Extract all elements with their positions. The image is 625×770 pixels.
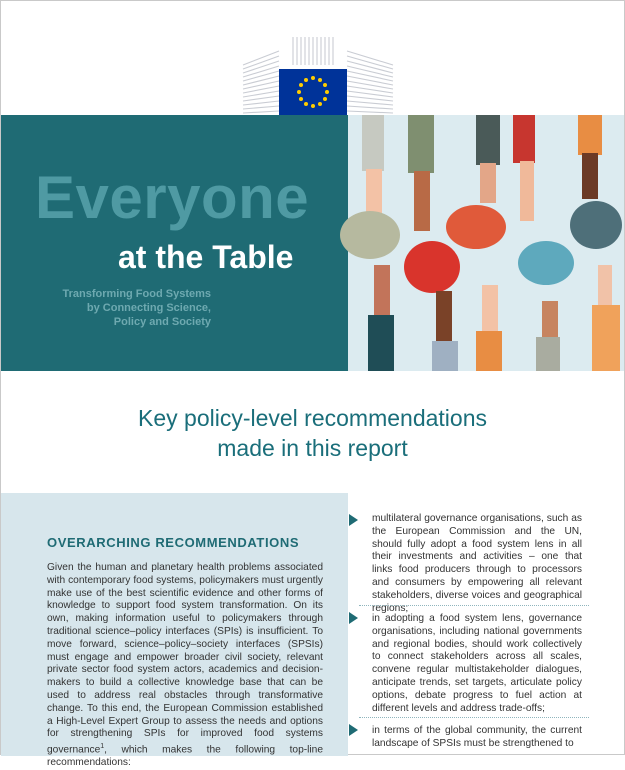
recommendation-item-1: multilateral governance organisations, such as the European Commission and the UN, should fully adopt a food system lens in all their investments and activities – one that links food producers through to processors and consumers by empowering all relevant stakeholders, diverse voices and geographical regions; — [372, 513, 582, 614]
bullet-arrow-icon — [349, 724, 358, 736]
recommendations-heading-line1: Key policy-level recommendations — [138, 405, 487, 431]
item-divider — [359, 717, 589, 718]
cover-subtitle-line1: Transforming Food Systems — [62, 288, 211, 300]
recommendations-heading — [1, 403, 624, 463]
raised-hands-speech-bubbles-illustration — [348, 115, 624, 371]
footnote-marker: 1 — [100, 743, 105, 751]
recommendations-heading-line2: made in this report — [217, 435, 408, 461]
recommendation-item-3: in terms of the global community, the current landscape of SPSIs must be strengthened to — [372, 725, 582, 749]
cover-illustration — [348, 115, 624, 371]
cover-subtitle-line3: Policy and Society — [113, 316, 211, 328]
eu-flag-icon — [279, 69, 347, 115]
item-divider — [359, 605, 589, 606]
bullet-arrow-icon — [349, 612, 358, 624]
cover-subtitle-line2: by Connecting Science, — [86, 302, 211, 314]
overarching-body-text-end: , which makes the following top-line recommendations: — [47, 744, 323, 769]
cover-subtitle — [31, 287, 211, 329]
recommendation-item-2: in adopting a food system lens, governance organisations, including national governments and regional bodies, should work collectively to connect stakeholders across all scales, convene regular multistakeholder dialogues, anticipate trends, set targets, articulate policy options, debate progress to fuel action at different levels and address trade-offs; — [372, 613, 582, 714]
overarching-body — [47, 562, 323, 770]
cover-title-everyone: Everyone — [35, 164, 310, 231]
overarching-body-text: Given the human and planetary health problems associated with contemporary food systems, policymakers must urgently make use of the best scientific evidence and other forms of knowledge to support food system transformation. On its own, making information useful to policymakers through traditional science–policy interfaces (SPIs) is insufficient. To move forward, science–policy–society interfaces (SPSIs) must engage and empower broader civil society, relevant private sector food system actors, academics and decision-makers to build a collective knowledge base that can be used to address real obstacles through transformative change. To this end, the European Commission established a High-Level Expert Group to assess the needs and options for strengthening SPIs for improved food systems governance — [47, 562, 323, 756]
cover-title-at-the-table: at the Table — [118, 239, 294, 275]
overarching-heading: OVERARCHING RECOMMENDATIONS — [47, 535, 300, 550]
bullet-arrow-icon — [349, 514, 358, 526]
